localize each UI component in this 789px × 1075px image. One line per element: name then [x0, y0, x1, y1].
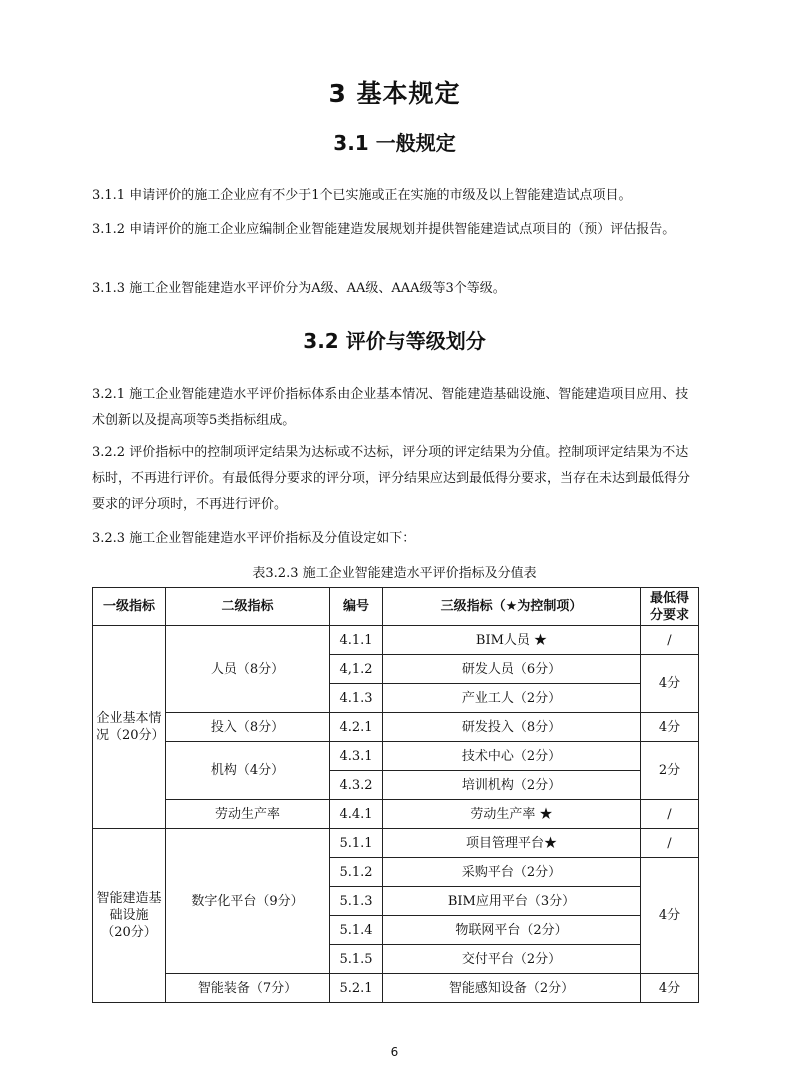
code-cell: 4,1.2 — [330, 655, 383, 684]
level3-cell: BIM应用平台（3分） — [383, 887, 641, 916]
level3-cell: 培训机构（2分） — [383, 771, 641, 800]
level3-cell: 研发投入（8分） — [383, 713, 641, 742]
code-cell: 4.1.3 — [330, 684, 383, 713]
level2-cell: 机构（4分） — [166, 742, 330, 800]
level3-cell: 物联网平台（2分） — [383, 916, 641, 945]
table-row — [93, 829, 699, 858]
clause-3-2-1: 3.2.1 施工企业智能建造水平评价指标体系由企业基本情况、智能建造基础设施、智能建造项目应用、技术创新以及提高项等5类指标组成。 — [92, 387, 689, 428]
clause-3-2-3: 3.2.3 施工企业智能建造水平评价指标及分值设定如下： — [92, 531, 416, 546]
clause-3-2-2: 3.2.2 评价指标中的控制项评定结果为达标或不达标，评分项的评定结果为分值。控制项评定结果为不达标时，不再进行评价。有最低得分要求的评分项，评分结果应达到最低得分要求，当存在未达到最低得分要求的评分项时，不再进行评价。 — [92, 445, 691, 512]
code-cell: 4.4.1 — [330, 800, 383, 829]
level3-cell: 采购平台（2分） — [383, 858, 641, 887]
header-level3: 三级指标（★为控制项） — [383, 588, 641, 626]
code-cell: 5.2.1 — [330, 974, 383, 1003]
min-score-cell: 4分 — [641, 858, 699, 974]
level1-cell: 企业基本情况（20分） — [93, 626, 166, 829]
clause-3-1-2: 3.1.2 申请评价的施工企业应编制企业智能建造发展规划并提供智能建造试点项目的（预）评估报告。 — [92, 222, 676, 237]
min-score-cell: / — [641, 829, 699, 858]
clause-3-1-1: 3.1.1 申请评价的施工企业应有不少于1个已实施或正在实施的市级及以上智能建造试点项目。 — [92, 188, 632, 203]
level2-cell: 智能装备（7分） — [166, 974, 330, 1003]
code-cell: 5.1.2 — [330, 858, 383, 887]
level2-cell: 人员（8分） — [166, 626, 330, 713]
header-level1: 一级指标 — [93, 588, 166, 626]
table-row — [93, 800, 699, 829]
level3-cell: 智能感知设备（2分） — [383, 974, 641, 1003]
level1-cell: 智能建造基础设施（20分） — [93, 829, 166, 1003]
clause-3-1-3: 3.1.3 施工企业智能建造水平评价分为A级、AA级、AAA级等3个等级。 — [92, 281, 506, 296]
level3-cell: 劳动生产率 ★ — [383, 800, 641, 829]
table-row — [93, 626, 699, 655]
level3-cell: 项目管理平台★ — [383, 829, 641, 858]
code-cell: 5.1.5 — [330, 945, 383, 974]
level3-cell: BIM人员 ★ — [383, 626, 641, 655]
code-cell: 5.1.3 — [330, 887, 383, 916]
table-header-row — [93, 588, 699, 626]
code-cell: 4.1.1 — [330, 626, 383, 655]
min-score-cell: / — [641, 626, 699, 655]
table-row — [93, 713, 699, 742]
header-code: 编号 — [330, 588, 383, 626]
min-score-cell: 4分 — [641, 655, 699, 713]
table-caption: 表3.2.3 施工企业智能建造水平评价指标及分值表 — [252, 566, 537, 581]
level3-cell: 技术中心（2分） — [383, 742, 641, 771]
header-min-score: 最低得分要求 — [641, 588, 699, 626]
min-score-cell: / — [641, 800, 699, 829]
header-level2: 二级指标 — [166, 588, 330, 626]
min-score-cell: 4分 — [641, 974, 699, 1003]
page-number: 6 — [390, 1045, 399, 1059]
section-title-3-2: 3.2 评价与等级划分 — [303, 329, 486, 353]
code-cell: 4.2.1 — [330, 713, 383, 742]
score-table — [92, 587, 699, 1003]
table-row — [93, 974, 699, 1003]
min-score-cell: 2分 — [641, 742, 699, 800]
code-cell: 5.1.4 — [330, 916, 383, 945]
table-row — [93, 742, 699, 771]
chapter-title: 3 基本规定 — [328, 79, 461, 108]
section-title-3-1: 3.1 一般规定 — [333, 131, 456, 155]
level3-cell: 产业工人（2分） — [383, 684, 641, 713]
level2-cell: 投入（8分） — [166, 713, 330, 742]
level2-cell: 数字化平台（9分） — [166, 829, 330, 974]
code-cell: 4.3.1 — [330, 742, 383, 771]
code-cell: 5.1.1 — [330, 829, 383, 858]
level3-cell: 研发人员（6分） — [383, 655, 641, 684]
min-score-cell: 4分 — [641, 713, 699, 742]
level3-cell: 交付平台（2分） — [383, 945, 641, 974]
code-cell: 4.3.2 — [330, 771, 383, 800]
level2-cell: 劳动生产率 — [166, 800, 330, 829]
